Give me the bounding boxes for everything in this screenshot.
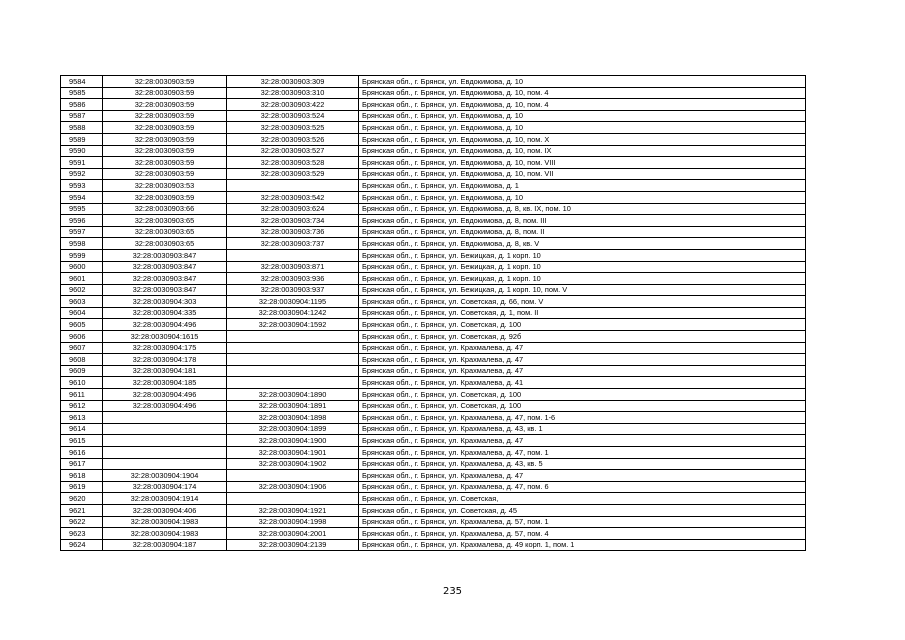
cadastral-number-cell: 32:28:0030904:1998 (227, 516, 359, 528)
address-cell: Брянская обл., г. Брянск, ул. Крахмалева, д. 47, пом. 6 (359, 481, 806, 493)
parent-cadastral-number-cell: 32:28:0030903:53 (103, 180, 227, 192)
table-row (61, 354, 806, 366)
page-number: 235 (442, 586, 463, 597)
row-number-cell: 9607 (61, 342, 103, 354)
row-number-cell: 9588 (61, 122, 103, 134)
parent-cadastral-number-cell: 32:28:0030904:496 (103, 400, 227, 412)
parent-cadastral-number-cell: 32:28:0030904:1983 (103, 516, 227, 528)
table-row (61, 99, 806, 111)
cadastral-number-cell: 32:28:0030904:1592 (227, 319, 359, 331)
table-row (61, 470, 806, 482)
table-row (61, 87, 806, 99)
parent-cadastral-number-cell: 32:28:0030903:59 (103, 99, 227, 111)
address-cell: Брянская обл., г. Брянск, ул. Евдокимова, д. 10, пом. X (359, 133, 806, 145)
cadastral-number-cell: 32:28:0030903:937 (227, 284, 359, 296)
table-row (61, 168, 806, 180)
parent-cadastral-number-cell: 32:28:0030904:1615 (103, 331, 227, 343)
cadastral-number-cell (227, 249, 359, 261)
table-row (61, 504, 806, 516)
table-row (61, 273, 806, 285)
address-cell: Брянская обл., г. Брянск, ул. Евдокимова, д. 10 (359, 191, 806, 203)
row-number-cell: 9617 (61, 458, 103, 470)
table-row (61, 516, 806, 528)
parent-cadastral-number-cell: 32:28:0030904:1983 (103, 528, 227, 540)
parent-cadastral-number-cell: 32:28:0030904:496 (103, 389, 227, 401)
cadastral-number-cell: 32:28:0030904:1901 (227, 447, 359, 459)
table-row (61, 191, 806, 203)
row-number-cell: 9610 (61, 377, 103, 389)
address-cell: Брянская обл., г. Брянск, ул. Евдокимова, д. 10, пом. IX (359, 145, 806, 157)
table-row (61, 423, 806, 435)
parent-cadastral-number-cell: 32:28:0030904:185 (103, 377, 227, 389)
address-cell: Брянская обл., г. Брянск, ул. Евдокимова, д. 8, пом. III (359, 215, 806, 227)
table-row (61, 226, 806, 238)
row-number-cell: 9595 (61, 203, 103, 215)
parent-cadastral-number-cell: 32:28:0030904:178 (103, 354, 227, 366)
cadastral-number-cell: 32:28:0030904:1899 (227, 423, 359, 435)
table-row (61, 76, 806, 88)
table-row (61, 145, 806, 157)
row-number-cell: 9591 (61, 157, 103, 169)
cadastral-number-cell: 32:28:0030903:526 (227, 133, 359, 145)
address-cell: Брянская обл., г. Брянск, ул. Крахмалева, д. 43, кв. 5 (359, 458, 806, 470)
address-cell: Брянская обл., г. Брянск, ул. Крахмалева, д. 47 (359, 354, 806, 366)
row-number-cell: 9620 (61, 493, 103, 505)
address-cell: Брянская обл., г. Брянск, ул. Евдокимова, д. 10 (359, 76, 806, 88)
cadastral-number-cell: 32:28:0030904:1891 (227, 400, 359, 412)
row-number-cell: 9608 (61, 354, 103, 366)
address-cell: Брянская обл., г. Брянск, ул. Советская, д. 66, пом. V (359, 296, 806, 308)
parent-cadastral-number-cell: 32:28:0030904:181 (103, 365, 227, 377)
cadastral-number-cell: 32:28:0030903:524 (227, 110, 359, 122)
address-cell: Брянская обл., г. Брянск, ул. Бежицкая, д. 1 корп. 10 (359, 273, 806, 285)
address-cell: Брянская обл., г. Брянск, ул. Евдокимова, д. 8, кв. IX, пом. 10 (359, 203, 806, 215)
registry-table-body (61, 76, 806, 551)
table-row (61, 261, 806, 273)
table-row (61, 215, 806, 227)
row-number-cell: 9592 (61, 168, 103, 180)
table-row (61, 342, 806, 354)
table-row (61, 284, 806, 296)
parent-cadastral-number-cell (103, 435, 227, 447)
address-cell: Брянская обл., г. Брянск, ул. Советская, д. 1, пом. II (359, 307, 806, 319)
cadastral-number-cell (227, 331, 359, 343)
parent-cadastral-number-cell: 32:28:0030903:65 (103, 226, 227, 238)
cadastral-number-cell (227, 342, 359, 354)
table-row (61, 296, 806, 308)
row-number-cell: 9605 (61, 319, 103, 331)
address-cell: Брянская обл., г. Брянск, ул. Крахмалева, д. 47, пом. 1-6 (359, 412, 806, 424)
cadastral-number-cell: 32:28:0030904:1898 (227, 412, 359, 424)
cadastral-number-cell: 32:28:0030903:528 (227, 157, 359, 169)
cadastral-number-cell: 32:28:0030903:542 (227, 191, 359, 203)
address-cell: Брянская обл., г. Брянск, ул. Евдокимова, д. 10, пом. VII (359, 168, 806, 180)
row-number-cell: 9602 (61, 284, 103, 296)
address-cell: Брянская обл., г. Брянск, ул. Бежицкая, д. 1 корп. 10 (359, 249, 806, 261)
row-number-cell: 9600 (61, 261, 103, 273)
address-cell: Брянская обл., г. Брянск, ул. Бежицкая, д. 1 корп. 10, пом. V (359, 284, 806, 296)
cadastral-number-cell: 32:28:0030903:736 (227, 226, 359, 238)
cadastral-number-cell (227, 354, 359, 366)
parent-cadastral-number-cell (103, 458, 227, 470)
table-row (61, 435, 806, 447)
parent-cadastral-number-cell: 32:28:0030903:66 (103, 203, 227, 215)
cadastral-number-cell: 32:28:0030903:525 (227, 122, 359, 134)
address-cell: Брянская обл., г. Брянск, ул. Крахмалева, д. 57, пом. 4 (359, 528, 806, 540)
row-number-cell: 9604 (61, 307, 103, 319)
row-number-cell: 9615 (61, 435, 103, 447)
parent-cadastral-number-cell (103, 412, 227, 424)
table-row (61, 203, 806, 215)
address-cell: Брянская обл., г. Брянск, ул. Советская, д. 100 (359, 389, 806, 401)
parent-cadastral-number-cell: 32:28:0030904:174 (103, 481, 227, 493)
address-cell: Брянская обл., г. Брянск, ул. Крахмалева, д. 43, кв. 1 (359, 423, 806, 435)
parent-cadastral-number-cell: 32:28:0030903:59 (103, 87, 227, 99)
table-row (61, 365, 806, 377)
address-cell: Брянская обл., г. Брянск, ул. Советская, д. 45 (359, 504, 806, 516)
row-number-cell: 9603 (61, 296, 103, 308)
address-cell: Брянская обл., г. Брянск, ул. Евдокимова, д. 8, пом. II (359, 226, 806, 238)
parent-cadastral-number-cell: 32:28:0030904:1914 (103, 493, 227, 505)
table-row (61, 307, 806, 319)
row-number-cell: 9601 (61, 273, 103, 285)
parent-cadastral-number-cell: 32:28:0030903:65 (103, 215, 227, 227)
row-number-cell: 9596 (61, 215, 103, 227)
address-cell: Брянская обл., г. Брянск, ул. Крахмалева, д. 57, пом. 1 (359, 516, 806, 528)
row-number-cell: 9598 (61, 238, 103, 250)
property-registry-table (60, 75, 806, 551)
address-cell: Брянская обл., г. Брянск, ул. Крахмалева, д. 49 корп. 1, пом. 1 (359, 539, 806, 551)
row-number-cell: 9619 (61, 481, 103, 493)
table-row (61, 458, 806, 470)
cadastral-number-cell (227, 470, 359, 482)
address-cell: Брянская обл., г. Брянск, ул. Евдокимова, д. 10 (359, 122, 806, 134)
cadastral-number-cell: 32:28:0030903:624 (227, 203, 359, 215)
cadastral-number-cell: 32:28:0030903:871 (227, 261, 359, 273)
cadastral-number-cell: 32:28:0030903:734 (227, 215, 359, 227)
table-row (61, 539, 806, 551)
parent-cadastral-number-cell: 32:28:0030904:303 (103, 296, 227, 308)
cadastral-number-cell: 32:28:0030904:2139 (227, 539, 359, 551)
address-cell: Брянская обл., г. Брянск, ул. Крахмалева, д. 47 (359, 470, 806, 482)
address-cell: Брянская обл., г. Брянск, ул. Советская, д. 100 (359, 319, 806, 331)
row-number-cell: 9609 (61, 365, 103, 377)
table-row (61, 249, 806, 261)
cadastral-number-cell: 32:28:0030904:1921 (227, 504, 359, 516)
parent-cadastral-number-cell: 32:28:0030903:59 (103, 157, 227, 169)
parent-cadastral-number-cell: 32:28:0030903:847 (103, 273, 227, 285)
parent-cadastral-number-cell: 32:28:0030903:59 (103, 110, 227, 122)
address-cell: Брянская обл., г. Брянск, ул. Евдокимова, д. 10, пом. VIII (359, 157, 806, 169)
parent-cadastral-number-cell (103, 423, 227, 435)
table-row (61, 528, 806, 540)
cadastral-number-cell: 32:28:0030903:737 (227, 238, 359, 250)
cadastral-number-cell: 32:28:0030904:1195 (227, 296, 359, 308)
row-number-cell: 9599 (61, 249, 103, 261)
cadastral-number-cell: 32:28:0030903:527 (227, 145, 359, 157)
cadastral-number-cell: 32:28:0030903:422 (227, 99, 359, 111)
row-number-cell: 9616 (61, 447, 103, 459)
cadastral-number-cell: 32:28:0030904:1242 (227, 307, 359, 319)
cadastral-number-cell: 32:28:0030904:2001 (227, 528, 359, 540)
parent-cadastral-number-cell: 32:28:0030904:406 (103, 504, 227, 516)
address-cell: Брянская обл., г. Брянск, ул. Советская, д. 92б (359, 331, 806, 343)
address-cell: Брянская обл., г. Брянск, ул. Крахмалева, д. 47, пом. 1 (359, 447, 806, 459)
table-row (61, 481, 806, 493)
parent-cadastral-number-cell: 32:28:0030903:65 (103, 238, 227, 250)
table-row (61, 180, 806, 192)
parent-cadastral-number-cell: 32:28:0030903:59 (103, 168, 227, 180)
table-row (61, 412, 806, 424)
table-row (61, 157, 806, 169)
cadastral-number-cell (227, 180, 359, 192)
address-cell: Брянская обл., г. Брянск, ул. Евдокимова, д. 8, кв. V (359, 238, 806, 250)
row-number-cell: 9611 (61, 389, 103, 401)
parent-cadastral-number-cell: 32:28:0030903:847 (103, 261, 227, 273)
table-row (61, 389, 806, 401)
address-cell: Брянская обл., г. Брянск, ул. Евдокимова, д. 10 (359, 110, 806, 122)
address-cell: Брянская обл., г. Брянск, ул. Бежицкая, д. 1 корп. 10 (359, 261, 806, 273)
address-cell: Брянская обл., г. Брянск, ул. Евдокимова, д. 10, пом. 4 (359, 87, 806, 99)
cadastral-number-cell: 32:28:0030904:1890 (227, 389, 359, 401)
cadastral-number-cell (227, 493, 359, 505)
row-number-cell: 9623 (61, 528, 103, 540)
cadastral-number-cell: 32:28:0030903:936 (227, 273, 359, 285)
table-row (61, 319, 806, 331)
parent-cadastral-number-cell: 32:28:0030903:59 (103, 122, 227, 134)
row-number-cell: 9606 (61, 331, 103, 343)
parent-cadastral-number-cell (103, 447, 227, 459)
address-cell: Брянская обл., г. Брянск, ул. Евдокимова, д. 10, пом. 4 (359, 99, 806, 111)
parent-cadastral-number-cell: 32:28:0030903:847 (103, 284, 227, 296)
row-number-cell: 9593 (61, 180, 103, 192)
parent-cadastral-number-cell: 32:28:0030903:59 (103, 76, 227, 88)
address-cell: Брянская обл., г. Брянск, ул. Крахмалева, д. 47 (359, 435, 806, 447)
parent-cadastral-number-cell: 32:28:0030903:59 (103, 191, 227, 203)
cadastral-number-cell: 32:28:0030904:1906 (227, 481, 359, 493)
table-row (61, 110, 806, 122)
table-row (61, 238, 806, 250)
table-row (61, 400, 806, 412)
parent-cadastral-number-cell: 32:28:0030903:59 (103, 133, 227, 145)
table-row (61, 493, 806, 505)
address-cell: Брянская обл., г. Брянск, ул. Крахмалева, д. 47 (359, 342, 806, 354)
parent-cadastral-number-cell: 32:28:0030904:187 (103, 539, 227, 551)
parent-cadastral-number-cell: 32:28:0030904:496 (103, 319, 227, 331)
row-number-cell: 9624 (61, 539, 103, 551)
row-number-cell: 9587 (61, 110, 103, 122)
parent-cadastral-number-cell: 32:28:0030904:175 (103, 342, 227, 354)
cadastral-number-cell (227, 377, 359, 389)
row-number-cell: 9613 (61, 412, 103, 424)
address-cell: Брянская обл., г. Брянск, ул. Крахмалева, д. 47 (359, 365, 806, 377)
row-number-cell: 9622 (61, 516, 103, 528)
cadastral-number-cell: 32:28:0030903:529 (227, 168, 359, 180)
parent-cadastral-number-cell: 32:28:0030904:335 (103, 307, 227, 319)
cadastral-number-cell: 32:28:0030904:1900 (227, 435, 359, 447)
parent-cadastral-number-cell: 32:28:0030903:847 (103, 249, 227, 261)
row-number-cell: 9590 (61, 145, 103, 157)
cadastral-number-cell: 32:28:0030903:310 (227, 87, 359, 99)
row-number-cell: 9614 (61, 423, 103, 435)
table-row (61, 122, 806, 134)
parent-cadastral-number-cell: 32:28:0030904:1904 (103, 470, 227, 482)
row-number-cell: 9584 (61, 76, 103, 88)
cadastral-number-cell: 32:28:0030904:1902 (227, 458, 359, 470)
table-row (61, 447, 806, 459)
table-row (61, 377, 806, 389)
row-number-cell: 9612 (61, 400, 103, 412)
row-number-cell: 9594 (61, 191, 103, 203)
address-cell: Брянская обл., г. Брянск, ул. Крахмалева, д. 41 (359, 377, 806, 389)
row-number-cell: 9597 (61, 226, 103, 238)
row-number-cell: 9586 (61, 99, 103, 111)
cadastral-number-cell: 32:28:0030903:309 (227, 76, 359, 88)
address-cell: Брянская обл., г. Брянск, ул. Евдокимова, д. 1 (359, 180, 806, 192)
table-row (61, 331, 806, 343)
parent-cadastral-number-cell: 32:28:0030903:59 (103, 145, 227, 157)
cadastral-number-cell (227, 365, 359, 377)
row-number-cell: 9618 (61, 470, 103, 482)
row-number-cell: 9589 (61, 133, 103, 145)
address-cell: Брянская обл., г. Брянск, ул. Советская, д. 100 (359, 400, 806, 412)
table-row (61, 133, 806, 145)
row-number-cell: 9621 (61, 504, 103, 516)
row-number-cell: 9585 (61, 87, 103, 99)
address-cell: Брянская обл., г. Брянск, ул. Советская, (359, 493, 806, 505)
